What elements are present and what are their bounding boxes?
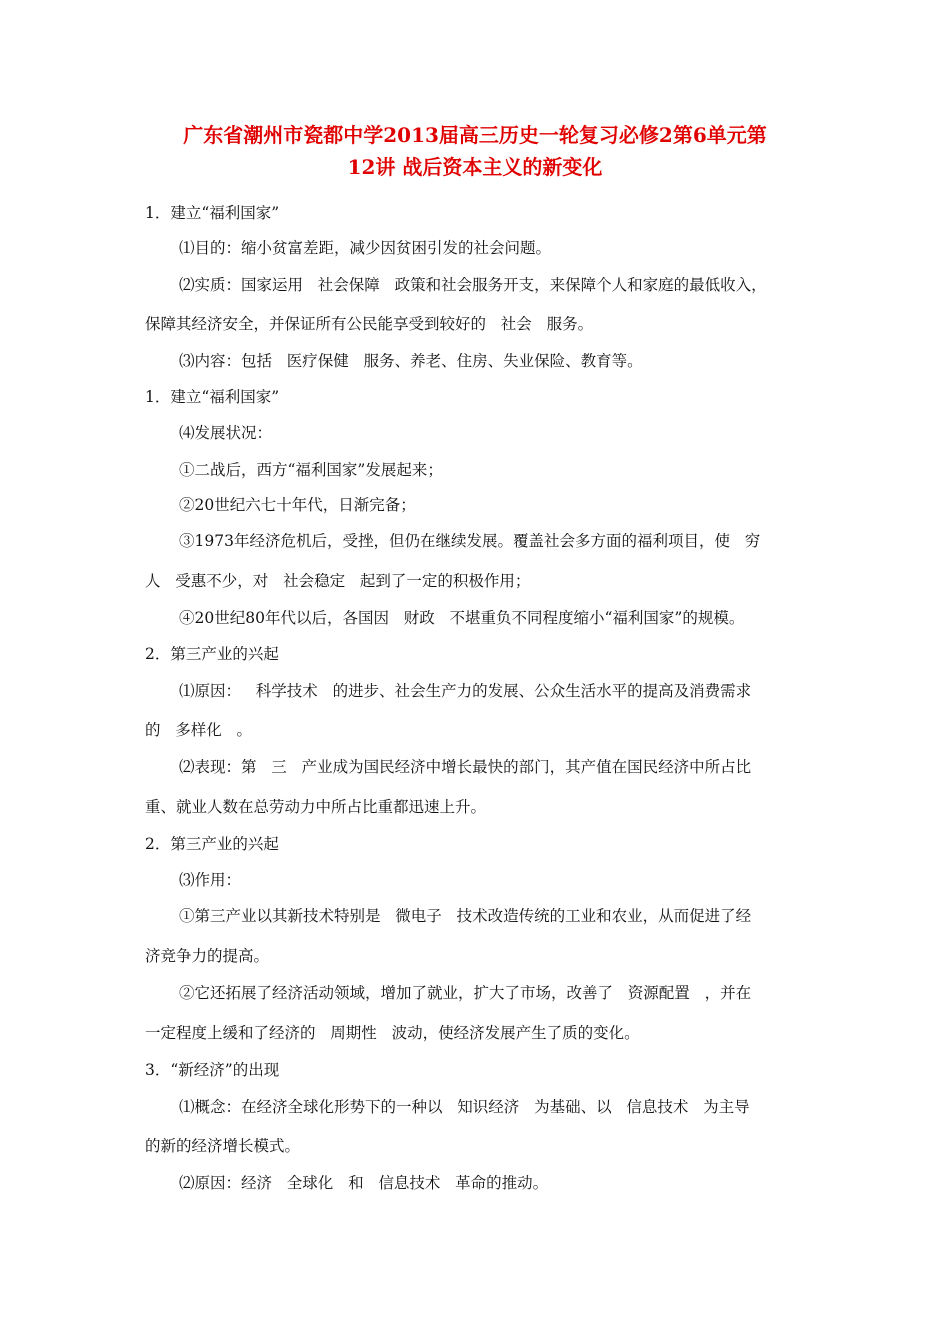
paragraph-line: 重、就业人数在总劳动力中所占比重都迅速上升。: [145, 798, 487, 816]
section-heading: 1．建立“福利国家”: [145, 204, 280, 222]
paragraph-line: 济竞争力的提高。: [145, 947, 270, 965]
paragraph-line: ⑷发展状况：: [179, 424, 273, 442]
paragraph-line: ⑶作用：: [179, 871, 242, 889]
paragraph-line: 的新的经济增长模式。: [145, 1137, 301, 1155]
document-title-line-1: 广东省潮州市瓷都中学2013届高三历史一轮复习必修2第6单元第: [183, 123, 767, 147]
paragraph-line: ⑴概念：在经济全球化形势下的一种以 知识经济 为基础、以 信息技术 为主导: [179, 1098, 750, 1116]
paragraph-line: 保障其经济安全，并保证所有公民能享受到较好的 社会 服务。: [145, 315, 594, 333]
paragraph-line: 的 多样化 。: [145, 721, 253, 739]
paragraph-line: ⑵表现：第 三 产业成为国民经济中增长最快的部门，其产值在国民经济中所占比: [179, 758, 752, 776]
paragraph-line: ⑵原因：经济 全球化 和 信息技术 革命的推动。: [179, 1174, 549, 1192]
section-heading: 3．“新经济”的出现: [145, 1061, 280, 1079]
paragraph-line: ①二战后，西方“福利国家”发展起来；: [179, 461, 443, 479]
paragraph-line: ④20世纪80年代以后，各国因 财政 不堪重负不同程度缩小“福利国家”的规模。: [179, 609, 745, 627]
paragraph-line: ⑵实质：国家运用 社会保障 政策和社会服务开支，来保障个人和家庭的最低收入，: [179, 276, 767, 294]
paragraph-line: 一定程度上缓和了经济的 周期性 波动，使经济发展产生了质的变化。: [145, 1024, 640, 1042]
paragraph-line: ①第三产业以其新技术特别是 微电子 技术改造传统的工业和农业，从而促进了经: [179, 907, 752, 925]
paragraph-line: ②它还拓展了经济活动领域，增加了就业，扩大了市场，改善了 资源配置 ，并在: [179, 984, 752, 1002]
paragraph-line: ②20世纪六七十年代，日渐完备；: [179, 496, 416, 514]
paragraph-line: ⑴原因： 科学技术 的进步、社会生产力的发展、公众生活水平的提高及消费需求: [179, 682, 752, 700]
document-title-line-2: 12讲 战后资本主义的新变化: [347, 155, 603, 179]
section-heading: 2．第三产业的兴起: [145, 645, 279, 663]
paragraph-line: 人 受惠不少，对 社会稳定 起到了一定的积极作用；: [145, 572, 531, 590]
section-heading: 2．第三产业的兴起: [145, 835, 279, 853]
paragraph-line: ⑶内容：包括 医疗保健 服务、养老、住房、失业保险、教育等。: [179, 352, 643, 370]
section-heading: 1．建立“福利国家”: [145, 388, 280, 406]
paragraph-line: ③1973年经济危机后，受挫，但仍在继续发展。覆盖社会多方面的福利项目，使 穷: [179, 532, 761, 550]
paragraph-line: ⑴目的：缩小贫富差距，减少因贫困引发的社会问题。: [179, 239, 552, 257]
